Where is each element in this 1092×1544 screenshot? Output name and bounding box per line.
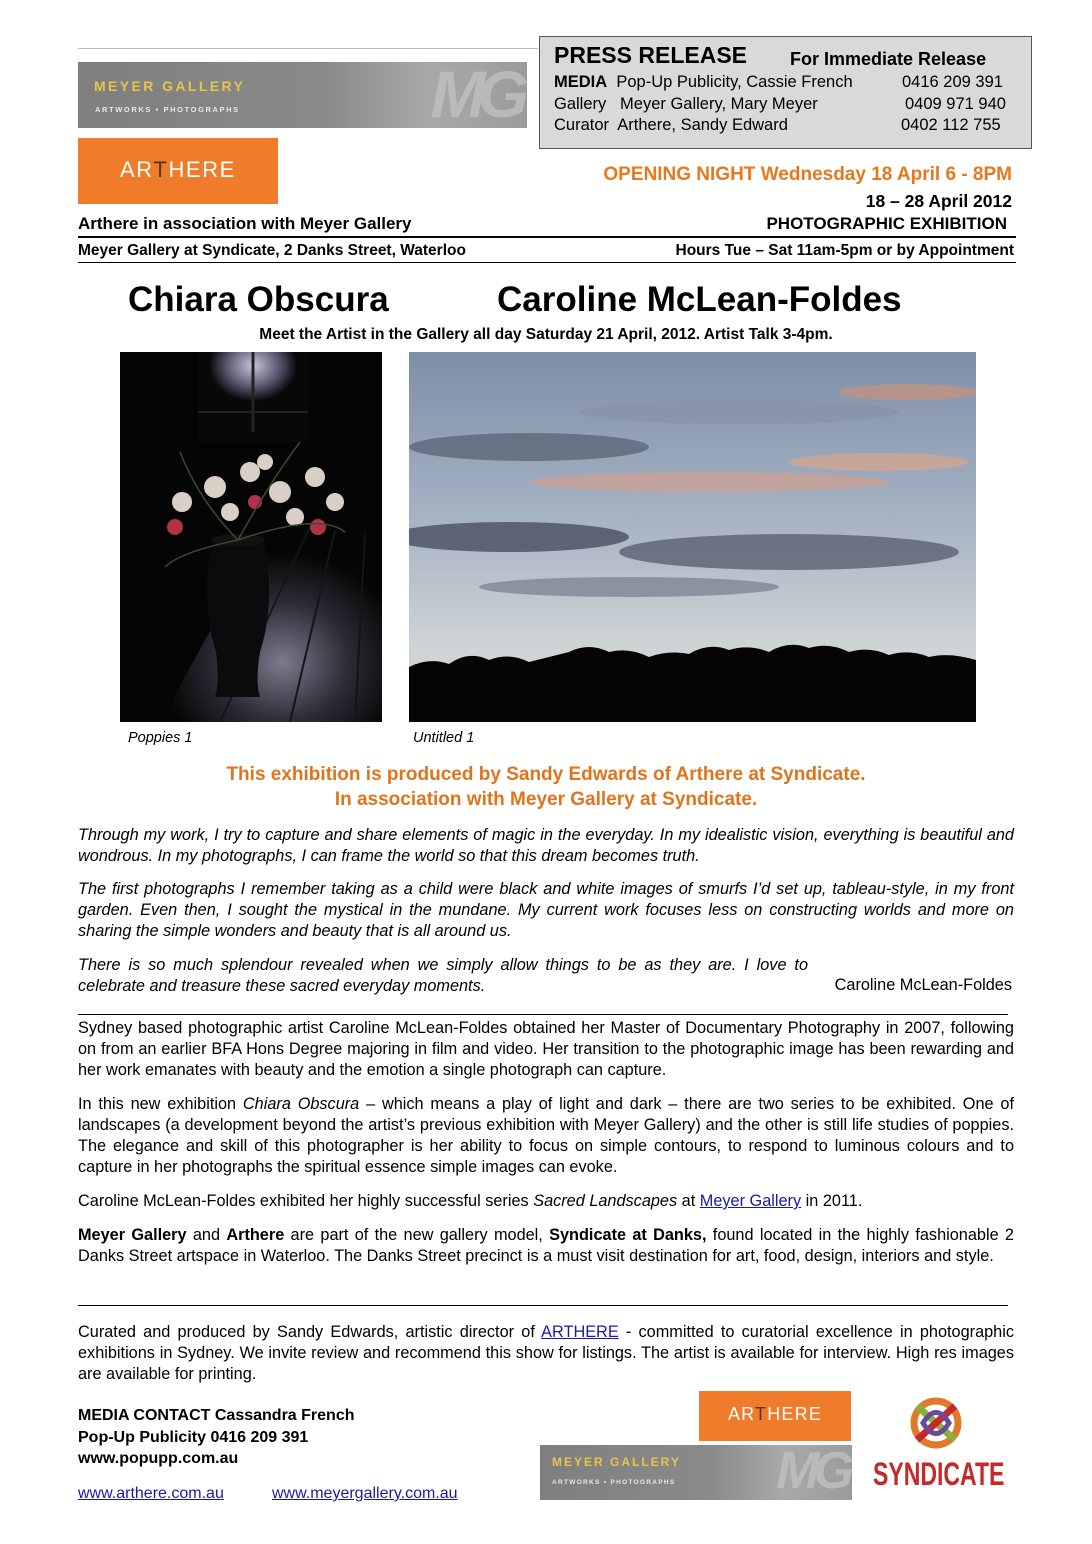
press-contact-phone: 0402 112 755 bbox=[901, 116, 1001, 134]
mg-monogram: MG bbox=[430, 62, 521, 128]
bio-paragraph bbox=[78, 1225, 1014, 1267]
press-contact-row bbox=[554, 95, 818, 114]
arthere-logo-t: T bbox=[755, 1404, 768, 1424]
header-divider bbox=[78, 236, 1016, 238]
section-divider bbox=[78, 1014, 1008, 1015]
meyer-gallery-footer-logo bbox=[540, 1445, 852, 1500]
arthere-website-link[interactable]: www.arthere.com.au bbox=[78, 1485, 224, 1502]
bio-text: – which means a play of light and dark – there are two series to be exhibited. One of landscapes (a development beyond the artist’s previous exhibition with Meyer Gallery) and the other is still life studies of poppies. The elegance and skill of this photographer is her ability to focus on simple contours, to respond to luminous colours and to capture in her photographs the spiritual essence simple images can evoke. bbox=[78, 1095, 1014, 1176]
curated-text: Curated and produced by Sandy Edwards, artistic director of bbox=[78, 1323, 542, 1341]
bio-bold: Syndicate at Danks, bbox=[549, 1226, 707, 1244]
poppies-photo bbox=[120, 352, 382, 722]
arthere-logo-text bbox=[78, 157, 278, 183]
arthere-logo bbox=[78, 138, 278, 204]
bio-text: and bbox=[186, 1226, 227, 1244]
press-contact-phone: 0409 971 940 bbox=[905, 95, 1006, 113]
arthere-logo-pre: AR bbox=[727, 1404, 756, 1424]
arthere-logo-pre: AR bbox=[120, 157, 154, 182]
bio-bold: Arthere bbox=[226, 1226, 285, 1244]
statement-signature: Caroline McLean-Foldes bbox=[834, 976, 1012, 994]
meyer-logo-title: MEYER GALLERY bbox=[94, 78, 246, 94]
media-contact: MEDIA CONTACT Cassandra French bbox=[78, 1407, 355, 1424]
association-line: Arthere in association with Meyer Gallery bbox=[78, 214, 412, 233]
arthere-footer-logo-text bbox=[699, 1404, 851, 1425]
syndicate-knot-icon bbox=[903, 1392, 969, 1454]
sky-image bbox=[409, 352, 976, 722]
arthere-logo-t: T bbox=[153, 157, 169, 182]
meyer-logo-subtitle: ARTWORKS • PHOTOGRAPHS bbox=[95, 105, 240, 114]
press-release-title: PRESS RELEASE bbox=[554, 42, 747, 68]
meet-the-artist: Meet the Artist in the Gallery all day Saturday 21 April, 2012. Artist Talk 3-4pm. bbox=[259, 326, 833, 343]
landscape-photo bbox=[409, 352, 976, 722]
bio-paragraph bbox=[78, 1191, 1014, 1212]
photo-caption: Poppies 1 bbox=[128, 730, 193, 746]
bio-paragraph: Sydney based photographic artist Caroline McLean-Foldes obtained her Master of Documentary Photography in 2007, following on from an earlier BFA Hons Degree majoring in film and video. Her transition to the photographic image has been rewarding and her work emanates with beauty and the emotion a single photograph can capture. bbox=[78, 1019, 1014, 1079]
bio-text: Caroline McLean-Foldes exhibited her highly successful series bbox=[78, 1192, 534, 1210]
section-divider bbox=[78, 1305, 1008, 1306]
press-contact-label: Curator bbox=[554, 116, 610, 134]
press-contact-row bbox=[554, 73, 853, 92]
press-contact-phone: 0416 209 391 bbox=[902, 73, 1003, 91]
artist-statement-paragraph: Through my work, I try to capture and share elements of magic in the everyday. In my idealistic vision, everything is beautiful and wondrous. In my photographs, I can frame the world so that this dream becomes truth. bbox=[78, 826, 1014, 865]
mg-monogram: MG bbox=[776, 1445, 848, 1500]
syndicate-logo bbox=[868, 1392, 1018, 1500]
exhibition-title: Chiara Obscura bbox=[128, 280, 389, 319]
opening-night: OPENING NIGHT Wednesday 18 April 6 - 8PM bbox=[603, 164, 1012, 185]
produced-line-1: This exhibition is produced by Sandy Edwards of Arthere at Syndicate. bbox=[226, 764, 866, 785]
bio-italic: Sacred Landscapes bbox=[533, 1192, 678, 1210]
curated-text: - committed to curatorial excellence in photographic exhibitions in Sydney. We invite review and recommend this show for listings. The artist is available for interview. High res images are available for printing. bbox=[78, 1323, 1014, 1383]
meyer-logo-subtitle: ARTWORKS • PHOTOGRAPHS bbox=[552, 1479, 676, 1486]
bio-text: found located in the highly fashionable 2 Danks Street artspace in Waterloo. The Danks Street precinct is a must visit destination for art, food, design, interiors and style. bbox=[78, 1226, 1014, 1265]
media-contact-phone: Pop-Up Publicity 0416 209 391 bbox=[78, 1429, 309, 1446]
bio-text: at bbox=[677, 1192, 700, 1210]
press-release-box bbox=[539, 36, 1032, 149]
arthere-footer-logo bbox=[699, 1391, 851, 1441]
bio-bold: Meyer Gallery bbox=[78, 1226, 187, 1244]
meyergallery-website-link[interactable]: www.meyergallery.com.au bbox=[272, 1485, 458, 1502]
header-top-rule bbox=[78, 48, 538, 49]
syndicate-wordmark: SYNDICATE bbox=[873, 1456, 1005, 1492]
bio-text: in 2011. bbox=[801, 1192, 863, 1210]
curated-paragraph bbox=[78, 1322, 1014, 1385]
bio-text: In this new exhibition bbox=[78, 1095, 243, 1113]
press-contact-detail: Meyer Gallery, Mary Meyer bbox=[620, 95, 818, 113]
venue-address: Meyer Gallery at Syndicate, 2 Danks Street, Waterloo bbox=[78, 242, 466, 259]
artist-statement-paragraph: There is so much splendour revealed when we simply allow things to be as they are. I love to celebrate and treasure these sacred everyday moments. bbox=[78, 956, 808, 995]
artist-statement-paragraph: The first photographs I remember taking as a child were black and white images of smurfs I’d set up, tableau-style, in my front garden. Even then, I sought the mystical in the mundane. My current work focuses less on constructing worlds and more on sharing the simple wonders and beauty that is all around us. bbox=[78, 880, 1014, 940]
artist-name: Caroline McLean-Foldes bbox=[497, 280, 902, 319]
exhibition-dates: 18 – 28 April 2012 bbox=[865, 191, 1012, 211]
press-contact-detail: Arthere, Sandy Edward bbox=[617, 116, 788, 134]
media-contact-web: www.popupp.com.au bbox=[78, 1450, 239, 1467]
header-divider-thin bbox=[78, 262, 1016, 263]
opening-hours: Hours Tue – Sat 11am-5pm or by Appointment bbox=[675, 242, 1014, 259]
produced-line-2: In association with Meyer Gallery at Syndicate. bbox=[334, 789, 758, 810]
bio-italic: Chiara Obscura bbox=[242, 1095, 360, 1113]
exhibition-type: PHOTOGRAPHIC EXHIBITION bbox=[766, 214, 1007, 233]
press-contact-detail: Pop-Up Publicity, Cassie French bbox=[616, 73, 853, 91]
press-release-subtitle: For Immediate Release bbox=[790, 49, 987, 69]
meyer-gallery-link[interactable]: Meyer Gallery bbox=[699, 1192, 802, 1210]
arthere-link[interactable]: ARTHERE bbox=[541, 1323, 619, 1341]
bio-text: are part of the new gallery model, bbox=[284, 1226, 550, 1244]
arthere-logo-post: HERE bbox=[767, 1404, 823, 1424]
meyer-gallery-logo bbox=[78, 62, 527, 128]
bio-paragraph bbox=[78, 1094, 1014, 1178]
poppies-image bbox=[120, 352, 382, 722]
arthere-logo-post: HERE bbox=[168, 157, 236, 182]
press-contact-label: Gallery bbox=[554, 95, 607, 113]
photo-caption: Untitled 1 bbox=[413, 730, 475, 746]
press-contact-row bbox=[554, 116, 788, 135]
meyer-logo-title: MEYER GALLERY bbox=[552, 1455, 681, 1469]
press-contact-label: MEDIA bbox=[554, 73, 608, 91]
